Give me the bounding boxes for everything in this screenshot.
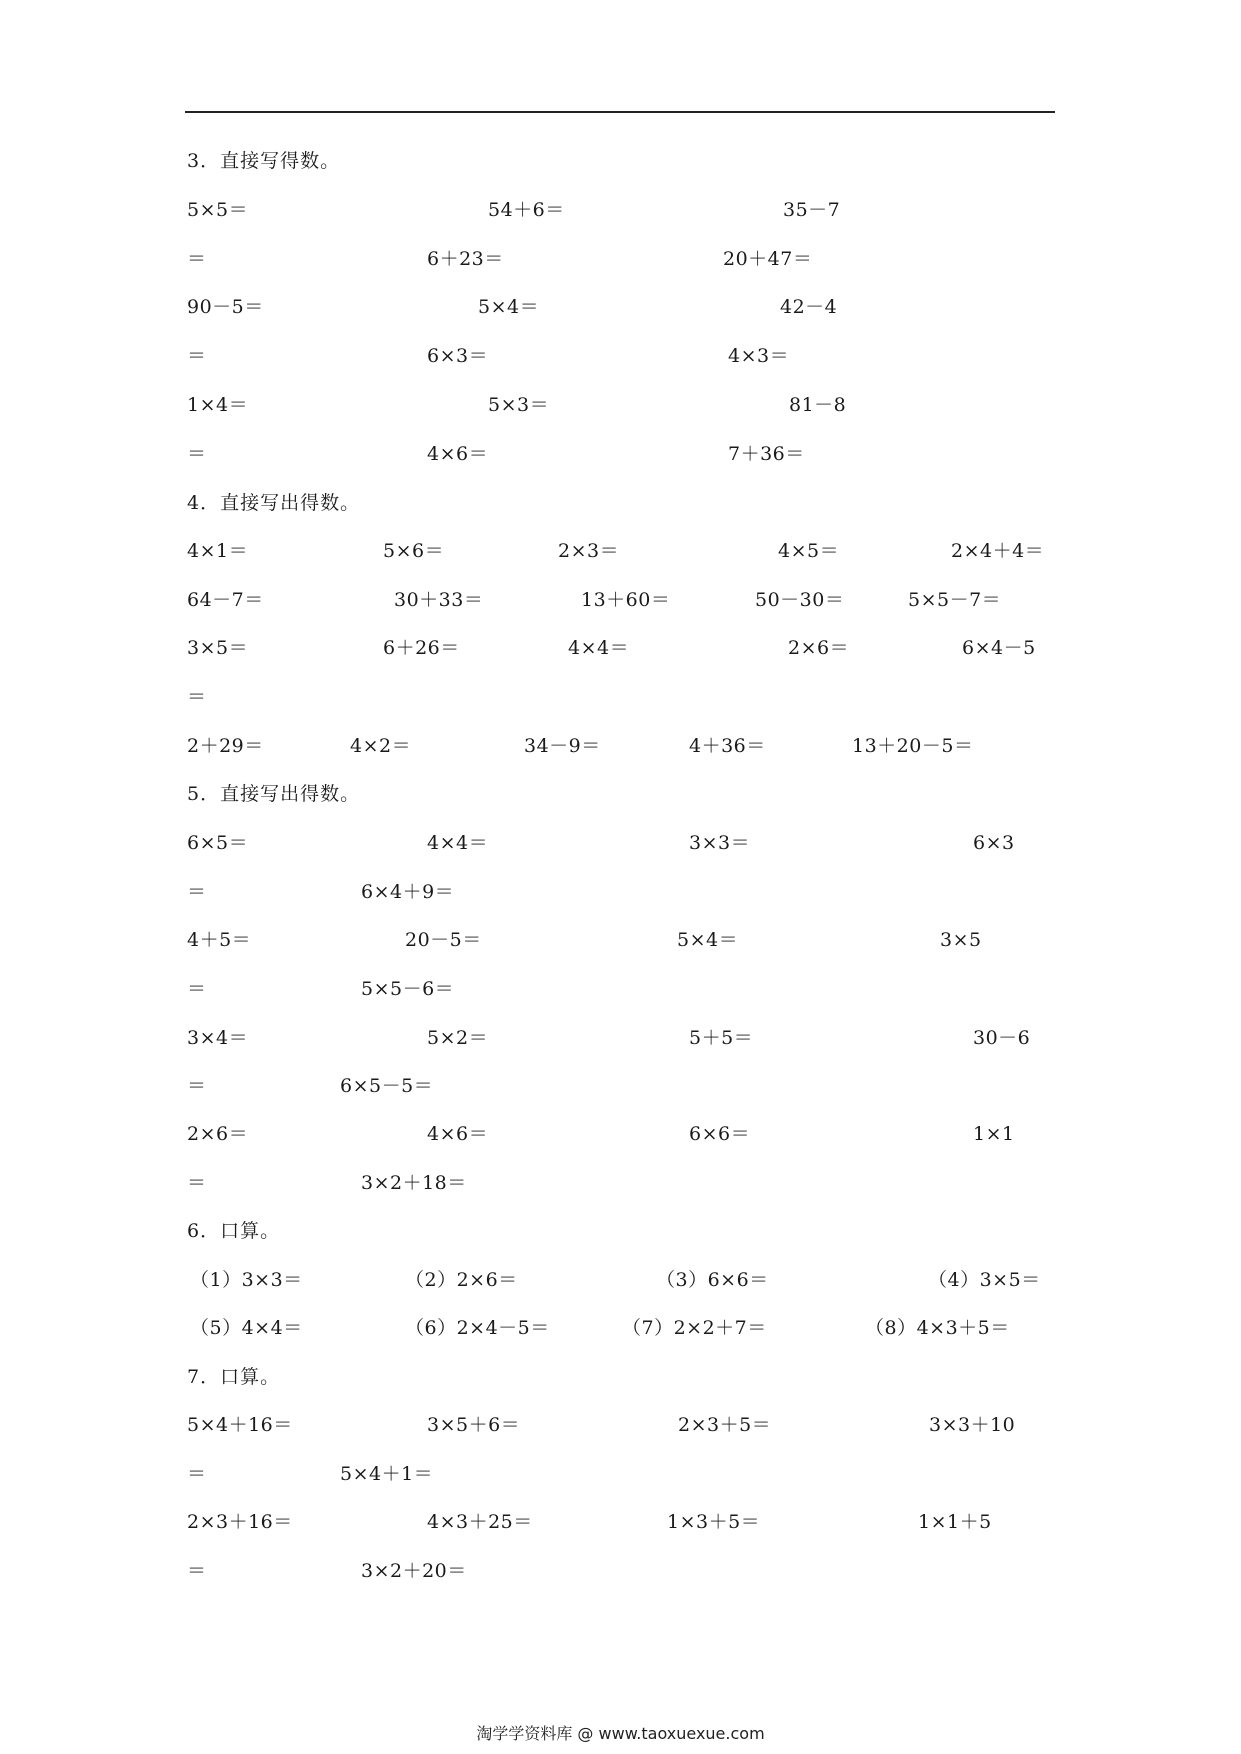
arithmetic-problem: 54＋6＝ xyxy=(488,199,565,221)
arithmetic-problem: 4×5＝ xyxy=(778,540,840,562)
arithmetic-problem: 34－9＝ xyxy=(524,735,601,757)
arithmetic-problem: 2×6＝ xyxy=(187,1123,249,1145)
header-rule xyxy=(185,111,1055,113)
q5-title-line xyxy=(0,779,1241,809)
arithmetic-problem: 6＋26＝ xyxy=(383,637,460,659)
q4-row xyxy=(0,536,1241,566)
q6-row xyxy=(0,1313,1241,1343)
q7-row xyxy=(0,1459,1241,1489)
q5-row xyxy=(0,925,1241,955)
arithmetic-problem: ＝ xyxy=(187,1463,207,1485)
arithmetic-problem: ＝ xyxy=(187,443,207,465)
arithmetic-problem: （3）6×6＝ xyxy=(656,1269,769,1291)
arithmetic-problem: 4×3＝ xyxy=(728,345,790,367)
q3-row xyxy=(0,341,1241,371)
arithmetic-problem: ＝ xyxy=(187,248,207,270)
arithmetic-problem: 5×3＝ xyxy=(488,394,550,416)
arithmetic-problem: （6）2×4－5＝ xyxy=(405,1317,550,1339)
arithmetic-problem: 5＋5＝ xyxy=(689,1027,754,1049)
q4-section-title: 4．直接写出得数。 xyxy=(187,492,361,514)
q5-row xyxy=(0,877,1241,907)
arithmetic-problem: 30＋33＝ xyxy=(394,589,484,611)
arithmetic-problem: 5×4＋16＝ xyxy=(187,1414,293,1436)
q6-section-title: 6．口算。 xyxy=(187,1220,281,1242)
arithmetic-problem: （7）2×2＋7＝ xyxy=(622,1317,767,1339)
arithmetic-problem: ＝ xyxy=(187,1560,207,1582)
arithmetic-problem: 50－30＝ xyxy=(755,589,845,611)
arithmetic-problem: 2×3＋5＝ xyxy=(678,1414,772,1436)
arithmetic-problem: 5×2＝ xyxy=(427,1027,489,1049)
arithmetic-problem: 3×5＋6＝ xyxy=(427,1414,521,1436)
arithmetic-problem: 3×2＋18＝ xyxy=(361,1172,467,1194)
arithmetic-problem: 2×6＝ xyxy=(788,637,850,659)
arithmetic-problem: 3×3＋10 xyxy=(929,1414,1016,1436)
arithmetic-problem: 2×3＋16＝ xyxy=(187,1511,293,1533)
arithmetic-problem: 6×3 xyxy=(973,832,1015,854)
arithmetic-problem: 6×5－5＝ xyxy=(340,1075,434,1097)
arithmetic-problem: ＝ xyxy=(187,978,207,1000)
q4-row xyxy=(0,633,1241,663)
arithmetic-problem: 5×4＝ xyxy=(478,296,540,318)
q7-row xyxy=(0,1410,1241,1440)
q7-title-line xyxy=(0,1362,1241,1392)
arithmetic-problem: 6＋23＝ xyxy=(427,248,504,270)
q4-row xyxy=(0,682,1241,712)
arithmetic-problem: 90－5＝ xyxy=(187,296,264,318)
arithmetic-problem: 3×5＝ xyxy=(187,637,249,659)
q3-row xyxy=(0,244,1241,274)
arithmetic-problem: 30－6 xyxy=(973,1027,1031,1049)
arithmetic-problem: ＝ xyxy=(187,345,207,367)
q6-title-line xyxy=(0,1216,1241,1246)
arithmetic-problem: 1×3＋5＝ xyxy=(667,1511,761,1533)
arithmetic-problem: （4）3×5＝ xyxy=(928,1269,1041,1291)
arithmetic-problem: 81－8 xyxy=(789,394,847,416)
arithmetic-problem: 3×2＋20＝ xyxy=(361,1560,467,1582)
footer-watermark: 淘学学资料库 @ www.taoxuexue.com xyxy=(476,1724,765,1743)
arithmetic-problem: 20＋47＝ xyxy=(723,248,813,270)
arithmetic-problem: 13＋20－5＝ xyxy=(852,735,974,757)
arithmetic-problem: 5×5＝ xyxy=(187,199,249,221)
arithmetic-problem: 2＋29＝ xyxy=(187,735,264,757)
arithmetic-problem: 5×5－6＝ xyxy=(361,978,455,1000)
arithmetic-problem: 4×6＝ xyxy=(427,1123,489,1145)
arithmetic-problem: 6×5＝ xyxy=(187,832,249,854)
q3-row xyxy=(0,292,1241,322)
arithmetic-problem: 1×1 xyxy=(973,1123,1015,1145)
arithmetic-problem: 4×2＝ xyxy=(350,735,412,757)
arithmetic-problem: 4×3＋25＝ xyxy=(427,1511,533,1533)
arithmetic-problem: 1×1＋5 xyxy=(918,1511,992,1533)
arithmetic-problem: 3×3＝ xyxy=(689,832,751,854)
arithmetic-problem: 4×4＝ xyxy=(427,832,489,854)
arithmetic-problem: 6×3＝ xyxy=(427,345,489,367)
arithmetic-problem: 42－4 xyxy=(780,296,838,318)
arithmetic-problem: 5×5－7＝ xyxy=(908,589,1002,611)
arithmetic-problem: （1）3×3＝ xyxy=(190,1269,303,1291)
arithmetic-problem: （8）4×3＋5＝ xyxy=(865,1317,1010,1339)
q7-section-title: 7．口算。 xyxy=(187,1366,281,1388)
arithmetic-problem: 7＋36＝ xyxy=(728,443,805,465)
arithmetic-problem: 4＋5＝ xyxy=(187,929,252,951)
q6-row xyxy=(0,1265,1241,1295)
arithmetic-problem: ＝ xyxy=(187,1075,207,1097)
q7-row xyxy=(0,1556,1241,1586)
arithmetic-problem: 3×4＝ xyxy=(187,1027,249,1049)
arithmetic-problem: ＝ xyxy=(187,881,207,903)
q5-row xyxy=(0,1023,1241,1053)
q5-section-title: 5．直接写出得数。 xyxy=(187,783,361,805)
q3-title-line xyxy=(0,146,1241,176)
arithmetic-problem: 35－7 xyxy=(783,199,841,221)
arithmetic-problem: （2）2×6＝ xyxy=(405,1269,518,1291)
q5-row xyxy=(0,828,1241,858)
arithmetic-problem: （5）4×4＝ xyxy=(190,1317,303,1339)
arithmetic-problem: 6×6＝ xyxy=(689,1123,751,1145)
arithmetic-problem: 4×6＝ xyxy=(427,443,489,465)
q4-row xyxy=(0,731,1241,761)
arithmetic-problem: 5×4＝ xyxy=(677,929,739,951)
q5-row xyxy=(0,1071,1241,1101)
arithmetic-problem: 5×6＝ xyxy=(383,540,445,562)
arithmetic-problem: 13＋60＝ xyxy=(581,589,671,611)
arithmetic-problem: 64－7＝ xyxy=(187,589,264,611)
arithmetic-problem: 3×5 xyxy=(940,929,982,951)
arithmetic-problem: 1×4＝ xyxy=(187,394,249,416)
q3-row xyxy=(0,390,1241,420)
q5-row xyxy=(0,974,1241,1004)
q5-row xyxy=(0,1168,1241,1198)
arithmetic-problem: 2×3＝ xyxy=(558,540,620,562)
arithmetic-problem: 6×4＋9＝ xyxy=(361,881,455,903)
arithmetic-problem: 4＋36＝ xyxy=(689,735,766,757)
arithmetic-problem: 2×4＋4＝ xyxy=(951,540,1045,562)
arithmetic-problem: 20－5＝ xyxy=(405,929,482,951)
q4-title-line xyxy=(0,488,1241,518)
arithmetic-problem: 4×1＝ xyxy=(187,540,249,562)
arithmetic-problem: ＝ xyxy=(187,1172,207,1194)
q3-row xyxy=(0,195,1241,225)
arithmetic-problem: ＝ xyxy=(187,686,207,708)
arithmetic-problem: 6×4－5 xyxy=(962,637,1036,659)
q3-section-title: 3．直接写得数。 xyxy=(187,150,341,172)
q4-row xyxy=(0,585,1241,615)
q7-row xyxy=(0,1507,1241,1537)
q5-row xyxy=(0,1119,1241,1149)
arithmetic-problem: 4×4＝ xyxy=(568,637,630,659)
q3-row xyxy=(0,439,1241,469)
arithmetic-problem: 5×4＋1＝ xyxy=(340,1463,434,1485)
